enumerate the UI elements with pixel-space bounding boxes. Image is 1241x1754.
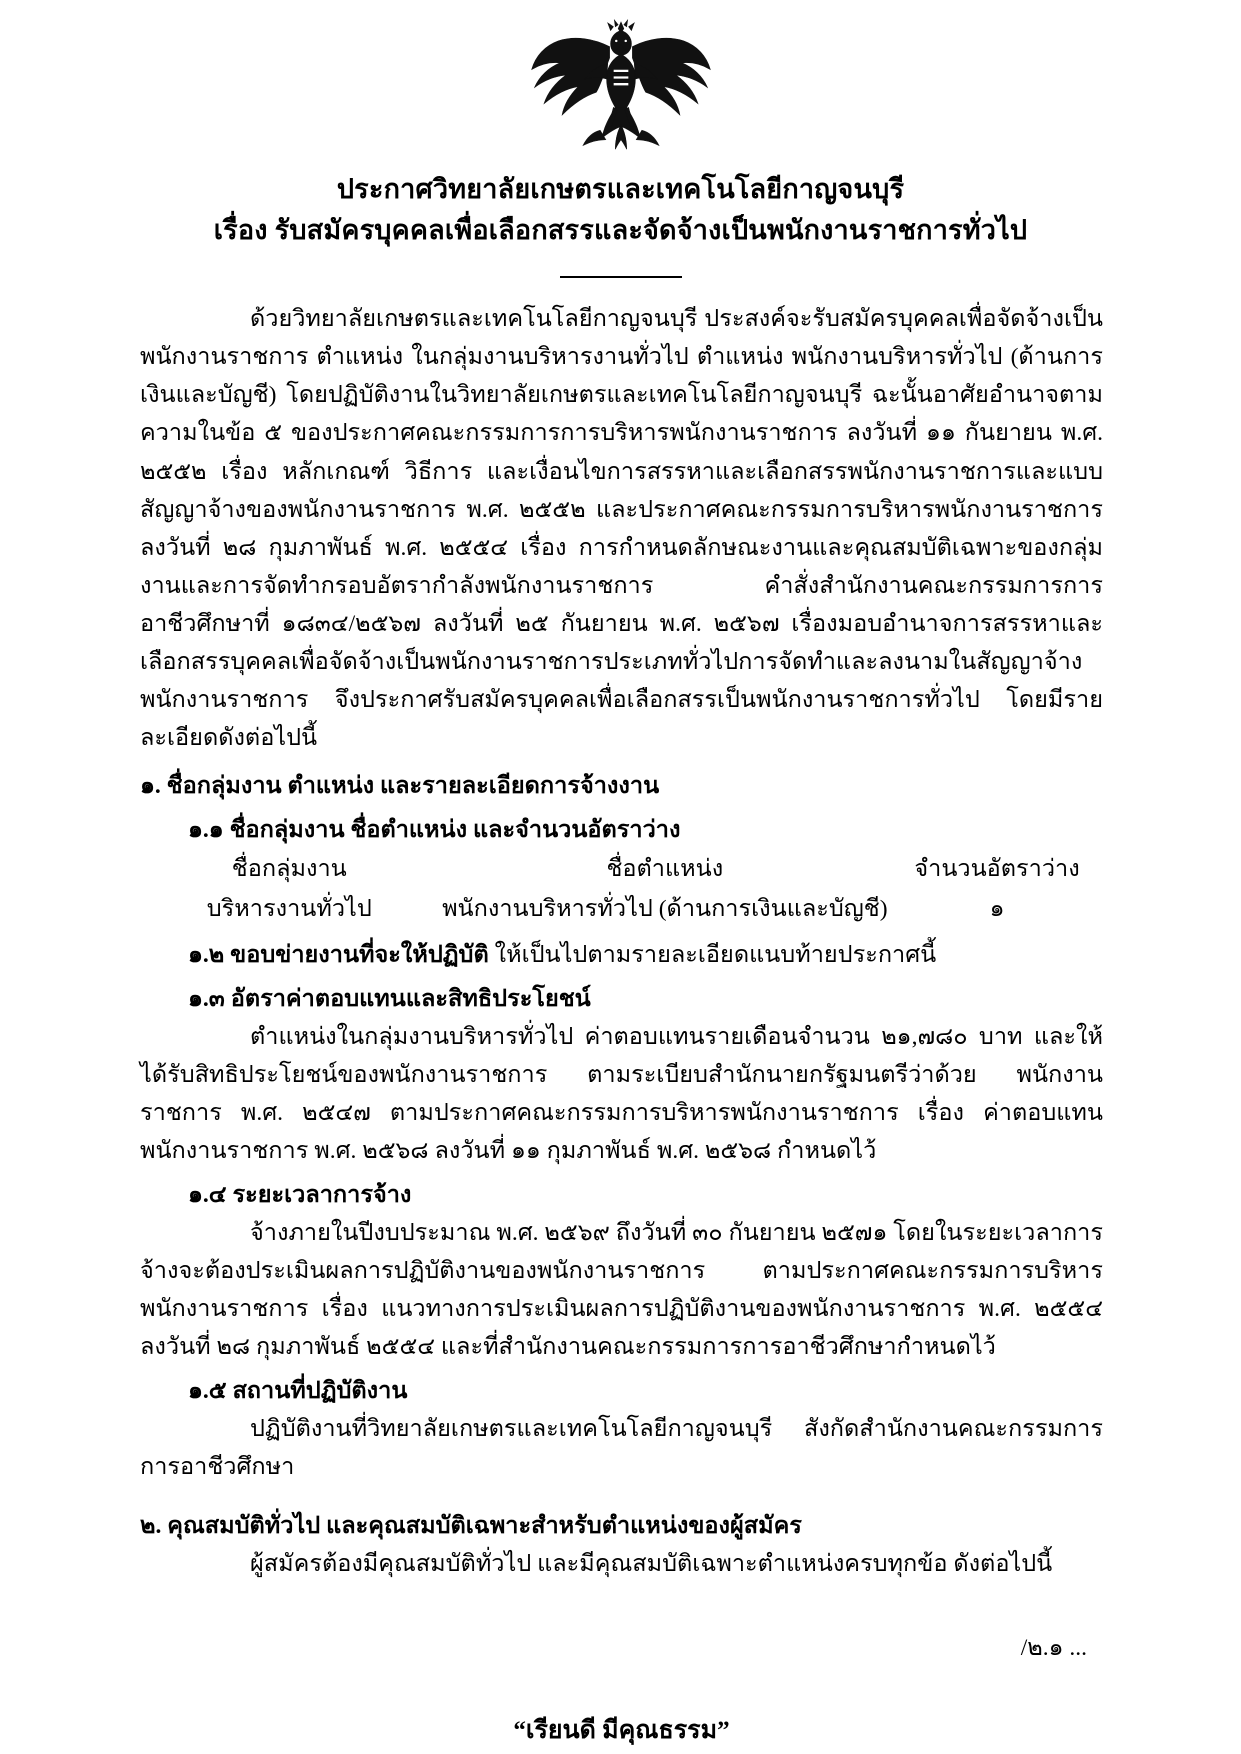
section-1-heading: ๑. ชื่อกลุ่มงาน ตำแหน่ง และรายละเอียดการจ้างงาน (140, 773, 660, 800)
section-1-2-label: ๑.๒ ขอบข่ายงานที่จะให้ปฏิบัติ (188, 941, 489, 968)
section-2-heading: ๒. คุณสมบัติทั่วไป และคุณสมบัติเฉพาะสำหรับตำแหน่งของผู้สมัคร (140, 1512, 802, 1539)
section-1-3-heading: ๑.๓ อัตราค่าตอบแทนและสิทธิประโยชน์ (188, 985, 591, 1012)
emblem-container (0, 0, 1241, 160)
section-1-3-body: ตำแหน่งในกลุ่มงานบริหารทั่วไป ค่าตอบแทนรายเดือนจำนวน ๒๑,๗๘๐ บาท และให้ได้รับสิทธิประโยชน์ของพนักงานราชการ ตามระเบียบสำนักนายกรัฐมนตรีว่าด้วย พนักงานราชการ พ.ศ. ๒๕๔๗ ตามประกาศคณะกรรมการบริหารพนักงานราชการ เรื่อง ค่าตอบแทนพนักงานราชการ พ.ศ. ๒๕๖๘ ลงวันที่ ๑๑ กุมภาพันธ์ พ.ศ. ๒๕๖๘ กำหนดไว้ (140, 1023, 1103, 1164)
section-1-4-body: จ้างภายในปีงบประมาณ พ.ศ. ๒๕๖๙ ถึงวันที่ ๓๐ กันยายน ๒๕๗๑ โดยในระยะเวลาการจ้างจะต้องประเมินผลการปฏิบัติงานของพนักงานราชการ ตามประกาศคณะกรรมการบริหารพนักงานราชการ เรื่อง แนวทางการประเมินผลการปฏิบัติงานของพนักงานราชการ พ.ศ. ๒๕๕๔ ลงวันที่ ๒๘ กุมภาพันธ์ ๒๕๕๔ และที่สำนักงานคณะกรรมการการอาชีวศึกษากำหนดไว้ (140, 1220, 1103, 1361)
table-header-vacancies: จำนวนอัตราว่าง (914, 856, 1080, 883)
cell-position: พนักงานบริหารทั่วไป (ด้านการเงินและบัญชี) (442, 896, 888, 923)
institution-motto: “เรียนดี มีคุณธรรม” (513, 1716, 730, 1744)
section-spacer (140, 1487, 1103, 1497)
section-2-body: ผู้สมัครต้องมีคุณสมบัติทั่วไป และมีคุณสมบัติเฉพาะตำแหน่งครบทุกข้อ ดังต่อไปนี้ (250, 1550, 1053, 1577)
section-1-5-heading: ๑.๕ สถานที่ปฏิบัติงาน (188, 1378, 408, 1405)
cell-vacancies: ๑ (989, 896, 1005, 923)
section-1-2-text: ให้เป็นไปตามรายละเอียดแนบท้ายประกาศนี้ (488, 941, 937, 968)
title-divider (560, 276, 682, 278)
table-header-position: ชื่อตำแหน่ง (606, 856, 724, 883)
section-1-1-heading: ๑.๑ ชื่อกลุ่มงาน ชื่อตำแหน่ง และจำนวนอัตราว่าง (188, 817, 681, 844)
title-divider-container (0, 276, 1241, 278)
document-title-block (0, 170, 1241, 250)
page-continuation-marker: /๒.๑ ... (1020, 1634, 1087, 1661)
table-row (140, 891, 1103, 929)
intro-paragraph: ด้วยวิทยาลัยเกษตรและเทคโนโลยีกาญจนบุรี ประสงค์จะรับสมัครบุคคลเพื่อจัดจ้างเป็นพนักงานราชการ ตำแหน่ง ในกลุ่มงานบริหารงานทั่วไป ตำแหน่ง พนักงานบริหารทั่วไป (ด้านการเงินและบัญชี) โดยปฏิบัติงานในวิทยาลัยเกษตรและเทคโนโลยีกาญจนบุรี ฉะนั้นอาศัยอำนาจตามความในข้อ ๕ ของประกาศคณะกรรมการการบริหารพนักงานราชการ ลงวันที่ ๑๑ กันยายน พ.ศ. ๒๕๕๒ เรื่อง หลักเกณฑ์ วิธีการ และเงื่อนไขการสรรหาและเลือกสรรพนักงานราชการและแบบสัญญาจ้างของพนักงานราชการ พ.ศ. ๒๕๕๒ และประกาศคณะกรรมการบริหารพนักงานราชการ ลงวันที่ ๒๘ กุมภาพันธ์ พ.ศ. ๒๕๕๔ เรื่อง การกำหนดลักษณะงานและคุณสมบัติเฉพาะของกลุ่มงานและการจัดทำกรอบอัตรากำลังพนักงานราชการ คำสั่งสำนักงานคณะกรรมการการอาชีวศึกษาที่ ๑๘๓๔/๒๕๖๗ ลงวันที่ ๒๕ กันยายน พ.ศ. ๒๕๖๗ เรื่องมอบอำนาจการสรรหาและเลือกสรรบุคคลเพื่อจัดจ้างเป็นพนักงานราชการประเภททั่วไปการจัดทำและลงนามในสัญญาจ้างพนักงานราชการ จึงประกาศรับสมัครบุคคลเพื่อเลือกสรรเป็นพนักงานราชการทั่วไป โดยมีรายละเอียดดังต่อไปนี้ (140, 306, 1103, 751)
page-subtitle: เรื่อง รับสมัครบุคคลเพื่อเลือกสรรและจัดจ้างเป็นพนักงานราชการทั่วไป (213, 215, 1028, 246)
table-header-row (140, 851, 1103, 891)
positions-table (140, 851, 1103, 930)
table-header-group: ชื่อกลุ่มงาน (231, 856, 347, 883)
cell-group: บริหารงานทั่วไป (206, 896, 372, 923)
section-1-5-body: ปฏิบัติงานที่วิทยาลัยเกษตรและเทคโนโลยีกาญจนบุรี สังกัดสำนักงานคณะกรรมการการอาชีวศึกษา (140, 1416, 1103, 1481)
document-body (0, 300, 1241, 1749)
page-title: ประกาศวิทยาลัยเกษตรและเทคโนโลยีกาญจนบุรี (336, 174, 905, 204)
section-1-4-heading: ๑.๔ ระยะเวลาการจ้าง (188, 1182, 412, 1209)
garuda-emblem-icon (526, 15, 716, 160)
section-1-2-heading (140, 936, 1103, 974)
